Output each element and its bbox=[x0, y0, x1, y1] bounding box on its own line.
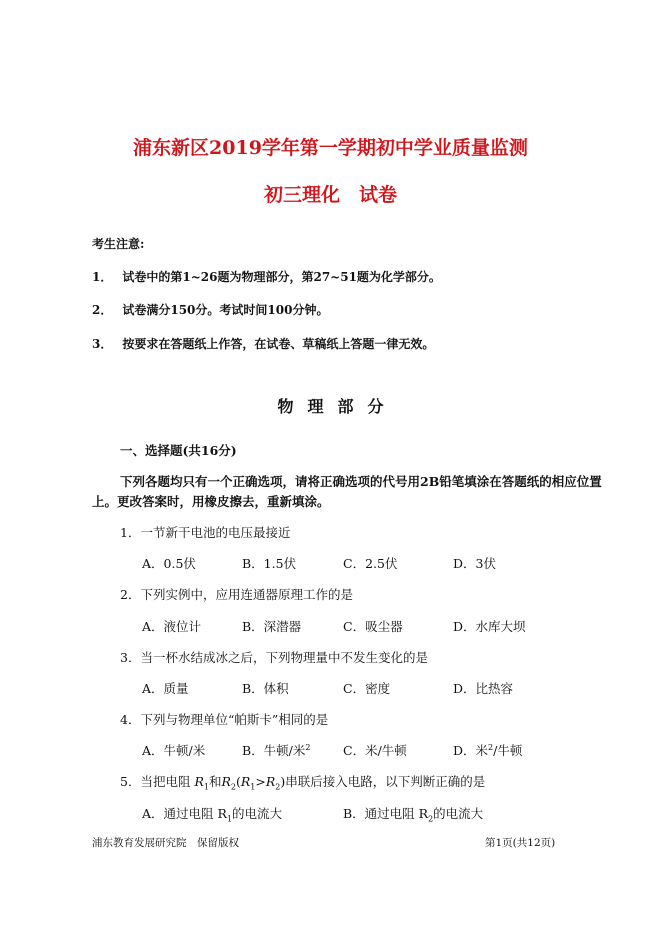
question-option: A．质量 bbox=[142, 681, 189, 696]
notice-item bbox=[92, 335, 434, 352]
notice-item-text: 按要求在答题纸上作答，在试卷、草稿纸上答题一律无效。 bbox=[122, 337, 435, 351]
question-stem bbox=[120, 772, 485, 792]
notice-heading: 考生注意: bbox=[92, 237, 145, 251]
question-option bbox=[242, 741, 311, 759]
option-text: B．通过电阻 R bbox=[343, 806, 429, 821]
question-option bbox=[142, 804, 282, 824]
notice-item bbox=[92, 301, 328, 318]
question-option: A．牛顿/米 bbox=[142, 743, 206, 758]
option-text: A．通过电阻 R bbox=[142, 806, 227, 821]
stem-var: R bbox=[221, 774, 231, 789]
option-sub: 1 bbox=[226, 814, 233, 824]
question-option: B．深潜器 bbox=[242, 619, 302, 634]
section-title: 物理部分 bbox=[277, 397, 398, 416]
option-superscript: 2 bbox=[488, 742, 494, 752]
option-text-suffix: /牛顿 bbox=[493, 743, 523, 758]
stem-var: R bbox=[240, 774, 251, 789]
question-stem: 1．一节新干电池的电压最接近 bbox=[120, 525, 291, 540]
option-superscript: 2 bbox=[305, 742, 311, 752]
notice-item-number: 2． bbox=[92, 303, 113, 317]
stem-sub: 2 bbox=[230, 782, 236, 792]
notice-item-number: 3． bbox=[92, 337, 113, 351]
question-option bbox=[453, 741, 522, 759]
question-option: A．0.5伏 bbox=[142, 556, 196, 571]
question-option: C．密度 bbox=[343, 681, 391, 696]
question-option bbox=[343, 804, 483, 824]
question-option: D．水库大坝 bbox=[453, 619, 526, 634]
question-option: C．2.5伏 bbox=[343, 556, 398, 571]
notice-item-number: 1． bbox=[92, 270, 113, 284]
footer-copyright: 浦东教育发展研究院 保留版权 bbox=[92, 837, 239, 849]
stem-text: 和 bbox=[208, 774, 222, 789]
question-option: B．体积 bbox=[242, 681, 289, 696]
stem-text: ( bbox=[235, 774, 241, 789]
stem-text: )串联后接入电路，以下判断正确的是 bbox=[280, 774, 486, 789]
option-tail: 的电流大 bbox=[433, 806, 484, 821]
footer-page-number: 第1页(共12页) bbox=[485, 837, 556, 849]
notice-item bbox=[92, 268, 441, 285]
stem-sub: 1 bbox=[203, 782, 209, 792]
question-option: B．1.5伏 bbox=[242, 556, 297, 571]
part-instruction-line2: 上。更改答案时，用橡皮擦去，重新填涂。 bbox=[92, 494, 330, 509]
stem-text: > bbox=[255, 774, 266, 789]
option-sub: 2 bbox=[428, 814, 434, 824]
option-tail: 的电流大 bbox=[232, 806, 283, 821]
question-option: D．3伏 bbox=[453, 556, 496, 571]
notice-item-text: 试卷满分150分。考试时间100分钟。 bbox=[122, 303, 329, 317]
exam-subtitle: 初三理化 试卷 bbox=[263, 184, 397, 206]
option-text-prefix: D．米 bbox=[453, 743, 489, 758]
question-option: C．吸尘器 bbox=[343, 619, 403, 634]
notice-item-text: 试卷中的第1~26题为物理部分，第27~51题为化学部分。 bbox=[122, 270, 441, 284]
stem-var: R bbox=[265, 774, 276, 789]
question-stem: 3．当一杯水结成冰之后，下列物理量中不发生变化的是 bbox=[120, 650, 428, 665]
question-stem: 4．下列与物理单位“帕斯卡”相同的是 bbox=[120, 712, 329, 727]
stem-sub: 2 bbox=[275, 782, 281, 792]
stem-text: 5．当把电阻 bbox=[120, 774, 195, 789]
question-option: A．液位计 bbox=[142, 619, 202, 634]
part-heading: 一、选择题(共16分) bbox=[120, 443, 237, 458]
exam-title: 浦东新区2019学年第一学期初中学业质量监测 bbox=[133, 137, 528, 159]
question-option: D．比热容 bbox=[453, 681, 514, 696]
option-text: B．牛顿/米 bbox=[242, 743, 306, 758]
question-stem: 2．下列实例中，应用连通器原理工作的是 bbox=[120, 587, 353, 602]
stem-var: R bbox=[194, 774, 204, 789]
part-instruction-line1: 下列各题均只有一个正确选项，请将正确选项的代号用2B铅笔填涂在答题纸的相应位置 bbox=[120, 474, 602, 489]
stem-sub: 1 bbox=[250, 782, 256, 792]
question-option: C．米/牛顿 bbox=[343, 743, 407, 758]
